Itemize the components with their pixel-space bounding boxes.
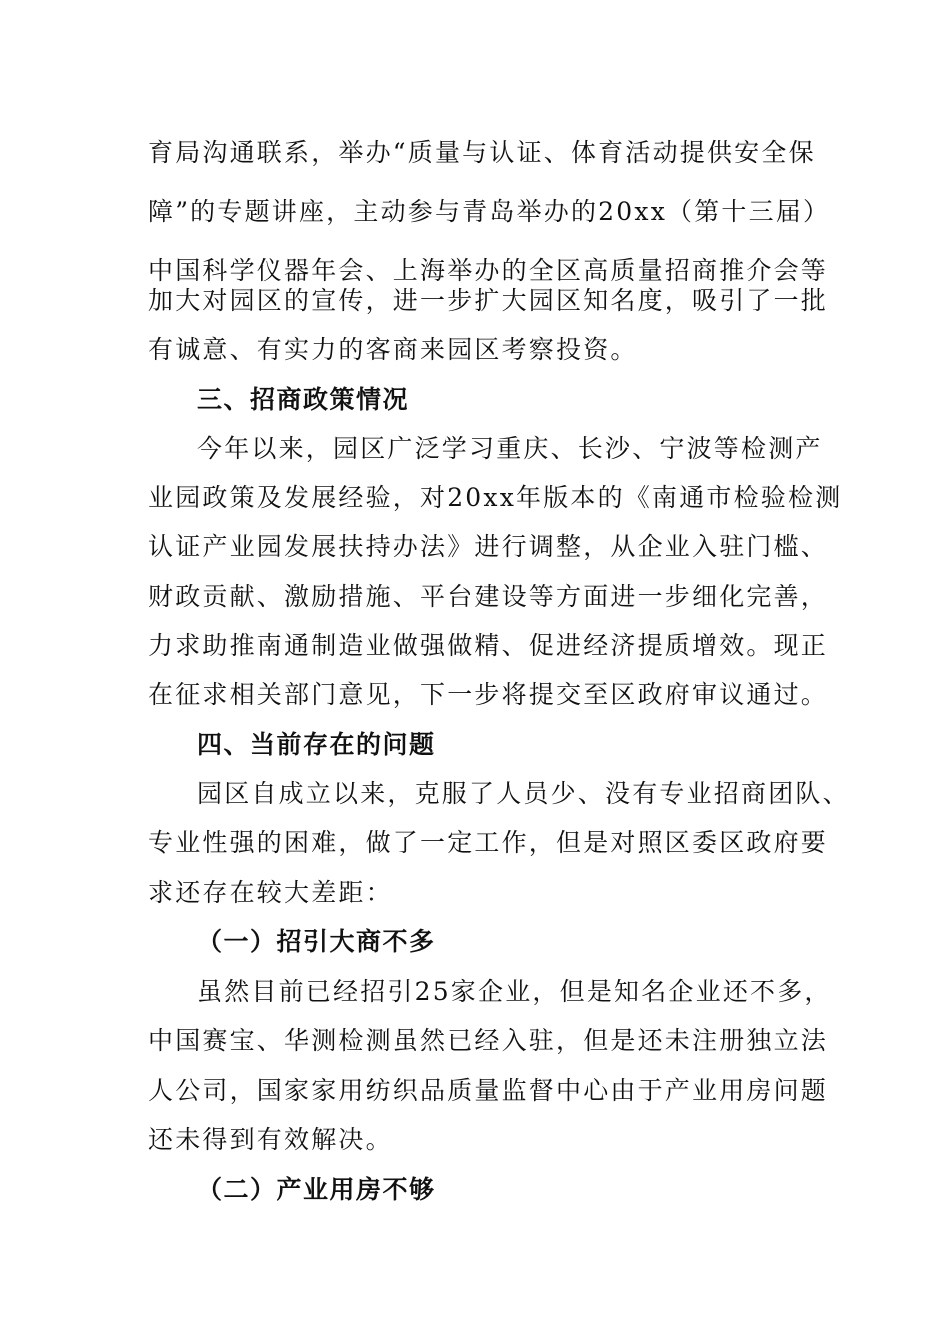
body-text-line: 专业性强的困难，做了一定工作，但是对照区委区政府要 — [148, 828, 829, 857]
subsection-heading-1: （一）招引大商不多 — [197, 927, 436, 956]
body-text-line: 认证产业园发展扶持办法》进行调整，从企业入驻门槛、 — [148, 532, 829, 561]
body-text-line: 育局沟通联系，举办“质量与认证、体育活动提供安全保 — [148, 138, 816, 167]
body-text-line: 财政贡献、激励措施、平台建设等方面进一步细化完善， — [148, 582, 829, 611]
body-text-line: 中国赛宝、华测检测虽然已经入驻，但是还未注册独立法 — [148, 1026, 829, 1055]
body-text-line: 加大对园区的宣传，进一步扩大园区知名度，吸引了一批 — [148, 286, 829, 315]
body-text-line: 障”的专题讲座，主动参与青岛举办的20xx（第十三届） — [148, 197, 831, 226]
body-text-line: 在征求相关部门意见，下一步将提交至区政府审议通过。 — [148, 680, 829, 709]
body-text-line: 还未得到有效解决。 — [148, 1125, 393, 1154]
body-text-line: 中国科学仪器年会、上海举办的全区高质量招商推介会等 — [148, 256, 829, 285]
section-heading-3: 三、招商政策情况 — [197, 385, 410, 414]
body-text-line: 今年以来，园区广泛学习重庆、长沙、宁波等检测产 — [197, 434, 823, 463]
body-text-line: 业园政策及发展经验，对20xx年版本的《南通市检验检测 — [148, 483, 843, 512]
body-text-line: 人公司，国家家用纺织品质量监督中心由于产业用房问题 — [148, 1076, 829, 1105]
body-text-line: 力求助推南通制造业做强做精、促进经济提质增效。现正 — [148, 631, 829, 660]
body-text-line: 虽然目前已经招引25家企业，但是知名企业还不多， — [197, 977, 832, 1006]
section-heading-4: 四、当前存在的问题 — [197, 730, 436, 759]
body-text-line: 求还存在较大差距： — [148, 878, 393, 907]
body-text-line: 有诚意、有实力的客商来园区考察投资。 — [148, 335, 638, 364]
subsection-heading-2: （二）产业用房不够 — [197, 1175, 436, 1204]
body-text-line: 园区自成立以来，克服了人员少、没有专业招商团队、 — [197, 779, 850, 808]
